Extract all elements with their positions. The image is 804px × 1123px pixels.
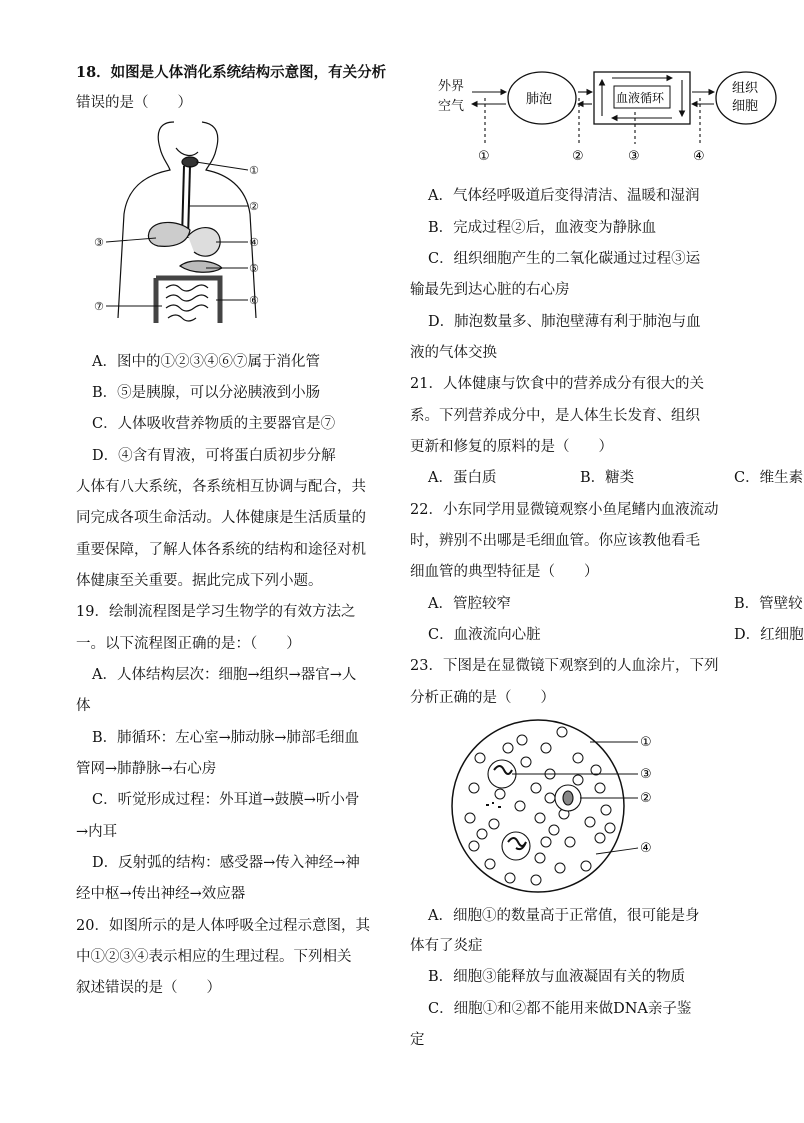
process-label-4: ④	[693, 149, 705, 164]
red-blood-cell	[595, 783, 605, 793]
q23-stem-line2: 分析正确的是（ ）	[410, 690, 555, 706]
red-blood-cell	[485, 859, 495, 869]
q19-option-c-line2: →内耳	[76, 824, 118, 840]
red-blood-cell	[555, 863, 565, 873]
red-blood-cell	[573, 753, 583, 763]
tissue-cell-label-1: 组织	[732, 81, 759, 96]
q20-option-c-line2: 输最先到达心脏的右心房	[410, 282, 570, 298]
q23-stem-line1: 23．下图是在显微镜下观察到的人血涂片，下列	[410, 658, 719, 674]
q19-option-c-line1: C．听觉形成过程：外耳道→鼓膜→听小骨	[92, 792, 360, 808]
q21-option-c: C．维生素	[734, 470, 804, 486]
red-blood-cell	[573, 775, 583, 785]
red-blood-cell	[477, 829, 487, 839]
red-blood-cell	[503, 743, 513, 753]
q20-option-b: B．完成过程②后，血液变为静脉血	[428, 220, 657, 236]
q19-option-a-line2: 体	[76, 698, 91, 714]
q19-option-a-line1: A．人体结构层次：细胞→组织→器官→人	[92, 667, 357, 683]
q19-option-d-line2: 经中枢→传出神经→效应器	[76, 886, 246, 902]
red-blood-cell	[495, 789, 505, 799]
q22-option-d: D．红细胞	[734, 627, 804, 643]
q22-stem-line3: 细血管的典型特征是（ ）	[410, 564, 599, 580]
digestive-label-5: ⑤	[249, 262, 259, 275]
q21-stem-line2: 系。下列营养成分中，是人体生长发育、组织	[410, 408, 700, 424]
q22-option-a: A．管腔较窄	[428, 596, 511, 612]
process-label-2: ②	[572, 149, 584, 164]
red-blood-cell	[545, 793, 555, 803]
q20-stem-line1: 20．如图所示的是人体呼吸全过程示意图，其	[76, 918, 370, 934]
q18-option-b: B．⑤是胰腺，可以分泌胰液到小肠	[92, 385, 321, 401]
red-blood-cell	[505, 873, 515, 883]
q18-stem-line2: 错误的是（ ）	[76, 95, 192, 111]
q22-option-b: B．管壁较	[734, 596, 803, 612]
q19-option-b-line1: B．肺循环：左心室→肺动脉→肺部毛细血	[92, 730, 359, 746]
q21-option-b: B．糖类	[580, 470, 635, 486]
alveolus-label: 肺泡	[526, 92, 553, 107]
red-blood-cell	[601, 805, 611, 815]
digestive-label-1: ①	[249, 164, 259, 177]
tissue-cell-label-2: 细胞	[732, 99, 759, 114]
red-blood-cell	[591, 765, 601, 775]
q18-option-a: A．图中的①②③④⑥⑦属于消化管	[92, 354, 320, 370]
red-blood-cell	[521, 757, 531, 767]
process-label-1: ①	[478, 149, 490, 164]
red-blood-cell	[541, 837, 551, 847]
digestive-label-7: ⑦	[94, 300, 104, 313]
blood-label-2: ②	[640, 791, 652, 806]
red-blood-cell	[517, 735, 527, 745]
outer-air-label-1: 外界	[438, 79, 465, 94]
q20-stem-line2: 中①②③④表示相应的生理过程。下列相关	[76, 949, 352, 965]
digestive-label-4: ④	[249, 236, 259, 249]
red-blood-cell	[469, 841, 479, 851]
red-blood-cell	[585, 817, 595, 827]
q18-option-c: C．人体吸收营养物质的主要器官是⑦	[92, 416, 336, 432]
q22-stem-line2: 时，辨别不出哪是毛细血管。你应该教他看毛	[410, 533, 700, 549]
digestive-system-figure	[96, 118, 276, 333]
q19-stem-line2: 一。以下流程图正确的是：（ ）	[76, 636, 301, 652]
red-blood-cell	[595, 833, 605, 843]
red-blood-cell	[469, 783, 479, 793]
intro-line-3: 重要保障，了解人体各系统的结构和途径对机	[76, 542, 366, 558]
red-blood-cell	[581, 861, 591, 871]
red-blood-cell	[557, 727, 567, 737]
intro-line-2: 同完成各项生命活动。人体健康是生活质量的	[76, 510, 366, 526]
digestive-label-3: ③	[94, 236, 104, 249]
q20-option-d-line2: 液的气体交换	[410, 345, 497, 361]
q23-option-a-line2: 体有了炎症	[410, 938, 483, 954]
q18-stem-line1: 18．如图是人体消化系统结构示意图，有关分析	[76, 64, 387, 81]
red-blood-cell	[475, 753, 485, 763]
red-blood-cell	[541, 743, 551, 753]
red-blood-cell	[531, 875, 541, 885]
digestive-label-2: ②	[249, 200, 259, 213]
q23-option-c-line2: 定	[410, 1032, 425, 1048]
q23-option-c-line1: C．细胞①和②都不能用来做DNA亲子鉴	[428, 1001, 692, 1017]
q20-option-c-line1: C．组织细胞产生的二氧化碳通过过程③运	[428, 251, 701, 267]
blood-circulation-label: 血液循环	[616, 91, 665, 105]
q23-option-b: B．细胞③能释放与血液凝固有关的物质	[428, 969, 686, 985]
q20-stem-line3: 叙述错误的是（ ）	[76, 980, 221, 996]
q19-option-d-line1: D．反射弧的结构：感受器→传入神经→神	[92, 855, 360, 871]
blood-label-3: ③	[640, 767, 652, 782]
red-blood-cell	[465, 813, 475, 823]
blood-label-4: ④	[640, 841, 652, 856]
red-blood-cell	[549, 825, 559, 835]
respiration-diagram	[436, 64, 786, 172]
outer-air-label-2: 空气	[438, 99, 465, 114]
red-blood-cell	[535, 853, 545, 863]
red-blood-cell	[531, 783, 541, 793]
q19-option-b-line2: 管网→肺静脉→右心房	[76, 761, 217, 777]
red-blood-cell	[535, 813, 545, 823]
q20-option-d-line1: D．肺泡数量多、肺泡壁薄有利于肺泡与血	[428, 314, 701, 330]
q21-stem-line3: 更新和修复的原料的是（ ）	[410, 439, 613, 455]
q19-stem-line1: 19．绘制流程图是学习生物学的有效方法之	[76, 604, 356, 620]
red-blood-cell	[605, 823, 615, 833]
q21-option-a: A．蛋白质	[428, 470, 497, 486]
blood-smear-figure	[450, 718, 700, 898]
microscope-field	[452, 720, 624, 892]
tissue-cell-shape	[716, 72, 776, 124]
red-blood-cell	[489, 819, 499, 829]
digestive-label-6: ⑥	[249, 294, 259, 307]
q18-option-d: D．④含有胃液，可将蛋白质初步分解	[92, 448, 336, 464]
intro-line-1: 人体有八大系统，各系统相互协调与配合，共	[76, 479, 366, 495]
red-blood-cell	[565, 837, 575, 847]
q21-stem-line1: 21．人体健康与饮食中的营养成分有很大的关	[410, 376, 704, 392]
red-blood-cell	[515, 801, 525, 811]
q22-stem-line1: 22．小东同学用显微镜观察小鱼尾鳍内血液流动	[410, 502, 719, 518]
q22-option-c: C．血液流向心脏	[428, 627, 541, 643]
q20-option-a: A．气体经呼吸道后变得清洁、温暖和湿润	[428, 188, 700, 204]
blood-label-1: ①	[640, 735, 652, 750]
process-label-3: ③	[628, 149, 640, 164]
q23-option-a-line1: A．细胞①的数量高于正常值，很可能是身	[428, 908, 700, 924]
intro-line-4: 体健康至关重要。据此完成下列小题。	[76, 573, 323, 589]
